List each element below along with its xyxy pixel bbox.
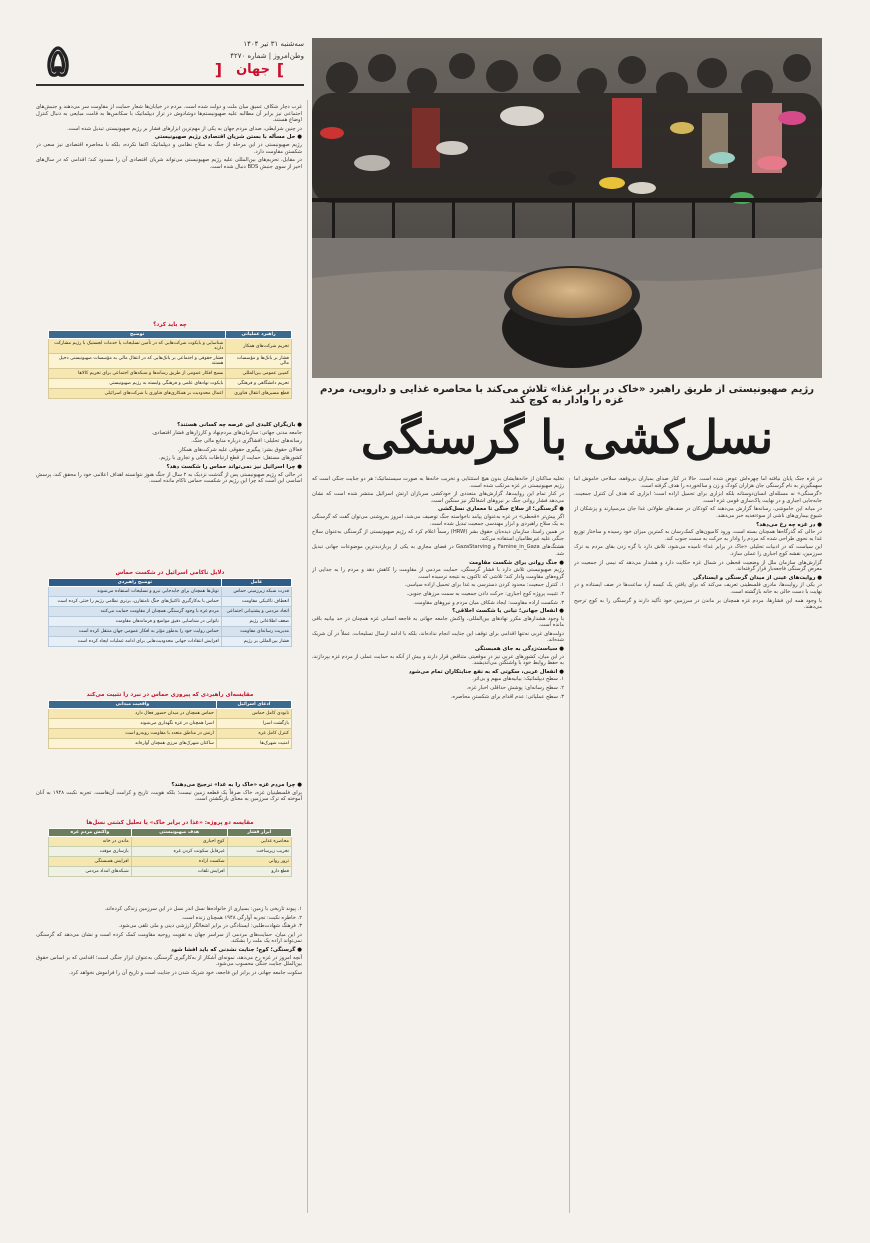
table-header: واکنش مردم غزه: [49, 829, 132, 837]
paragraph: تخلیه ساکنان از خانه‌هایشان بدون هیچ استثنایی و تخریب خانه‌ها به صورت سیستماتیک؛ هر دو جنایت جنگی است که رژیم صهیونیستی در غزه مرتکب شده است.: [312, 476, 564, 489]
table-cell: بایکوت نهادهای علمی و فرهنگی وابسته به رژیم صهیونیستی: [49, 379, 226, 389]
table-header: واقعیت میدانی: [49, 701, 217, 709]
table-cell: غیرقابل سکونت کردن غزه: [131, 847, 227, 857]
table-cell: فشار بر بانک‌ها و مؤسسات مالی: [226, 354, 292, 369]
table-header: توضیح راهبردی: [49, 579, 222, 587]
subheading: ● حل مسأله با بستن شریان اقتصادی رژیم صهیونیستی: [154, 134, 302, 141]
paragraph: ۲. سطح رسانه‌ای: پوشش حداقلی اخبار غزه.: [466, 685, 564, 692]
table-cell: تحریم شرکت‌های همکار: [226, 339, 292, 354]
paragraph: سکوت جامعه جهانی در برابر این فاجعه، خود شریک شدن در جنایت است و تاریخ آن را فراموش نخواهد کرد.: [68, 969, 302, 976]
table-header: هدف صهیونیستی: [131, 829, 227, 837]
issue-date: سه‌شنبه ۳۱ تیر ۱۴۰۴: [243, 40, 304, 48]
table-cell: مردم غزه با وجود گرسنگی همچنان از مقاومت حمایت می‌کنند: [49, 607, 222, 617]
table-cell: افزایش همبستگی: [49, 857, 132, 867]
table-cell: کنترل کامل غزه: [216, 729, 291, 739]
table-cell: فشار بین‌المللی بر رژیم: [221, 637, 291, 647]
table-row: [49, 607, 292, 617]
table-cell: شناسایی و بایکوت شرکت‌هایی که در تأمین تسلیحات یا خدمات لجستیک با رژیم مشارکت دارند: [49, 339, 226, 354]
table-row: [49, 719, 292, 729]
table-row: [49, 837, 292, 847]
table-cell: کمپین عمومی بین‌المللی: [226, 369, 292, 379]
paragraph: در مقابل، تحریم‌های بین‌المللی علیه رژیم صهیونیستی می‌تواند شریان اقتصادی آن را مسدود کند؛ اقدامی که در سال‌های اخیر از سوی جنبش BDS دنبال شده است.: [36, 157, 302, 170]
issue-number: وطن‌امروز | شماره ۴۲۷۰: [230, 52, 304, 60]
table-cell: محاصره غذایی: [227, 837, 291, 847]
table-cell: افزایش انتقادات جهانی محدودیت‌هایی برای ادامه عملیات ایجاد کرده است: [49, 637, 222, 647]
subheading: ● روایت‌های عینی از میدان گرسنگی و ایستادگی: [692, 574, 822, 581]
paragraph: ۲. خاطره نکبت: تجربه آوارگی ۱۹۴۸ همچنان زنده است.: [181, 914, 302, 921]
paragraph: رژیم صهیونیستی تلاش دارد با فشار گرسنگی، حمایت مردمی از مقاومت را کاهش دهد و مردم را به جدایی از گروه‌های مقاومت وادار کند؛ تلاشی که تاکنون به نتیجه نرسیده است.: [312, 567, 564, 580]
table-cell: بازسازی موقت: [49, 847, 132, 857]
table-row: [49, 587, 292, 597]
table-row: [49, 339, 292, 354]
column-left-mid: [36, 420, 302, 540]
column-right: [574, 476, 822, 1216]
subheading: ● چرا اسرائیل نیز نمی‌تواند حماس را شکست دهد؟: [166, 463, 302, 470]
table-header: ابزار فشار: [227, 829, 291, 837]
table-row: [49, 627, 292, 637]
paragraph: در میانه این خاموشی، رسانه‌ها گزارش می‌دهند که کودکان در صف‌های طولانی غذا جان می‌سپارند و پزشکان از شیوع بیماری‌های ناشی از سوءتغذیه خبر می‌دهند.: [574, 506, 822, 519]
table-row: [49, 354, 292, 369]
table-cell: شکست اراده: [131, 857, 227, 867]
subheading: ● انفعال عربی، سکوتی که به نفع جنایتکاران تمام می‌شود: [408, 668, 564, 675]
paragraph: در حالی که رژیم صهیونیستی پس از گذشت نزدیک به ۲ سال از جنگ هنوز نتوانسته اهداف اعلامی خود را محقق کند، پرسش اساسی این است که چرا این رژیم در شکست حماس ناکام مانده است.: [36, 471, 302, 485]
paragraph: جامعه مدنی جهانی: سازمان‌های مردم‌نهاد و کارزارهای فشار اقتصادی.: [151, 429, 302, 436]
page-number: ۵: [46, 36, 70, 85]
subheading: ● جنگ روانی برای شکست مقاومت: [469, 559, 564, 566]
paragraph: ۳. فرهنگ شهادت‌طلبی: ایستادگی در برابر اشغالگر ارزشی دینی و ملی تلقی می‌شود.: [118, 923, 302, 930]
table-two-projects: [48, 820, 292, 877]
table-cell: انعطاف تاکتیکی مقاومت: [221, 597, 291, 607]
table-row: [49, 847, 292, 857]
table-header: توضیح: [49, 331, 226, 339]
table-cell: ساکنان شهرک‌های مرزی همچنان آواره‌اند: [49, 739, 217, 749]
table-cell: ماندن در خانه: [49, 837, 132, 847]
table-row: [49, 637, 292, 647]
paragraph: در چنین شرایطی، صدای مردم جهان به یکی از مهم‌ترین ابزارهای فشار بر رژیم صهیونیستی تبدیل شده است.: [67, 125, 302, 132]
table-cell: قدرت شبکه زیرزمینی حماس: [221, 587, 291, 597]
table-cell: بازگشت اسرا: [216, 719, 291, 729]
photo-illustration: [312, 38, 822, 378]
table-row: [49, 389, 292, 399]
table-row: [49, 369, 292, 379]
table-header: عامل: [221, 579, 291, 587]
table-cell: ارتش در مناطق متعدد با مقاومت روبه‌رو است: [49, 729, 217, 739]
table-cell: قطع دارو: [227, 867, 291, 877]
subheading: ● گرسنگی؛ کوچ؛ جنایت نشدنی که باید افشا شود: [171, 946, 302, 953]
table-row: [49, 379, 292, 389]
paragraph: غرب دچار شکاف عمیق میان ملت و دولت شده است. مردم در خیابان‌ها شعار حمایت از مقاومت سر می‌دهند و جنبش‌های اجتماعی نیز برابر آن مطالبه علیه صهیونیستم‌ها دوشادوش در تراز دیپلماتیک با سکانس‌ها به قامت مبایعی به دنبال کنترل اوضاع هستند.: [36, 104, 302, 124]
table-cell: حماس همچنان در میدان حضور فعال دارد: [49, 709, 217, 719]
table-row: [49, 857, 292, 867]
paragraph: در همین راستا، سازمان دیده‌بان حقوق بشر (HRW) رسماً اعلام کرد که رژیم صهیونیستی از گرسنگی به‌عنوان سلاح جنگی علیه غیرنظامیان استفاده می‌کند.: [312, 529, 564, 542]
table-cell: تحریم دانشگاهی و فرهنگی: [226, 379, 292, 389]
table-cell: ضعف اطلاعاتی رژیم: [221, 617, 291, 627]
table-title: دلایل ناکامی اسرائیل در شکست حماس: [115, 570, 225, 576]
subheading: ● بازیگران کلیدی این عرصه چه کسانی هستند؟: [177, 422, 302, 428]
paragraph: گزارش‌های سازمان ملل از وضعیت قحطی در شمال غزه حکایت دارد و هشدار می‌دهد که نیمی از جمعیت در معرض گرسنگی فاجعه‌بار قرار گرفته‌اند.: [574, 559, 822, 573]
table-row: [49, 729, 292, 739]
table-cell: اسرا همچنان در غزه نگهداری می‌شوند: [49, 719, 217, 729]
paragraph: دولت‌های غربی نه‌تنها اقدامی برای توقف این جنایت انجام نداده‌اند، بلکه با ادامه ارسال تسلیحات، عملاً در آن شریک شده‌اند.: [312, 630, 564, 644]
paragraph: هشتگ‌های Famine_in_Gaza و GazaStarving در فضای مجازی به یکی از پربازدیدترین موضوعات جهانی تبدیل شد.: [312, 544, 564, 557]
paragraph: رسانه‌های تحلیلی: افشاگری درباره منابع مالی جنگ.: [191, 438, 302, 445]
table-cell: اعمال محدودیت بر همکاری‌های فناوری با شرکت‌های اسرائیلی: [49, 389, 226, 399]
table-row: [49, 709, 292, 719]
paragraph: اگر پیش‌تر «قحطی» در غزه به‌عنوان پیامد ناخواسته جنگ توصیف می‌شد، امروز به‌روشنی می‌توان گفت که گرسنگی به یک سلاح راهبردی و ابزار مهندسی جمعیت تبدیل شده است.: [312, 513, 564, 527]
column-middle: [312, 476, 564, 1216]
paragraph: ۳. شکست اراده مقاومت: ایجاد شکاف میان مردم و نیروهای مقاومت.: [413, 599, 564, 606]
subheading: ● انفعال جهانی؛ تبانی یا شکست اخلاقی؟: [452, 608, 564, 615]
table-header: راهبرد عملیاتی: [226, 331, 292, 339]
paragraph: در کنار تمام این روایت‌ها، گزارش‌های متعددی از خودکشی سربازان ارتش اسرائیل منتشر شده است که نشان می‌دهد فشار روانی جنگ بر نیروهای اشغالگر نیز سنگین است.: [312, 491, 564, 504]
table-cell: تخریب زیرساخت: [227, 847, 291, 857]
table-title: مقایسه دو پروژه: «غذا در برابر خاک» یا تحلیل کشتی نسل‌ها: [86, 820, 254, 826]
paragraph: ۱. سطح دیپلماتیک: بیانیه‌های مبهم و بی‌اثر.: [472, 676, 564, 683]
page-header: [36, 38, 304, 86]
paragraph: ۱. پیوند تاریخی با زمین: بسیاری از خانواده‌ها نسل اندر نسل در این سرزمین زندگی کرده‌اند.: [104, 906, 302, 912]
paragraph: در غزه جنگ پایان نیافته اما چهره‌اش عوض شده است. حالا در کنار صدای بمباران بی‌وقفه، سلاحی خاموش اما سهمگین‌تر به نام گرسنگی جان هزاران کودک و زن و سالخورده را هدف گرفته است.: [574, 476, 822, 489]
paragraph: فعالان حقوق بشر: پیگیری حقوقی علیه شرکت‌های همکار.: [177, 446, 302, 453]
paragraph: کشورهای مستقل: حمایت از قطع ارتباطات بانکی و تجاری با رژیم.: [159, 455, 302, 462]
paragraph: با وجود همه این فشارها، مردم غزه همچنان بر ماندن در سرزمین خود تأکید دارند و گرسنگی را به کوچ ترجیح می‌دهند.: [574, 597, 822, 611]
table-cell: تونل‌ها همچنان برای جابه‌جایی نیرو و تسلیحات استفاده می‌شوند: [49, 587, 222, 597]
paragraph: «گرسنگی» نه مسئله‌ای انسان‌دوستانه بلکه ابزاری برای تحمیل اراده است؛ ابزاری که هدف آن کنترل جمعیت، جابه‌جایی اجباری و در نهایت پاک‌سازی قومی غزه است.: [574, 491, 822, 504]
paragraph: در یکی از روایت‌ها، مادری فلسطینی تعریف می‌کند که برای یافتن یک کیسه آرد ساعت‌ها در صف ایستاده و در نهایت با دست خالی به خانه بازگشته است.: [574, 582, 822, 595]
article-kicker: رژیم صهیونیستی از طریق راهبرد «خاک در برابر غذا» تلاش می‌کند با محاصره غذایی و دارویی، مردم غزه را وادار به کوچ کند: [320, 384, 814, 406]
article-headline: نسل‌کشی با گرسنگی: [360, 410, 774, 464]
table-cell: حماس روایت خود را به‌طور مؤثر به افکار عمومی جهان منتقل کرده است: [49, 627, 222, 637]
table-row: [49, 617, 292, 627]
table-cell: اتحاد مردمی و پشتیبانی اجتماعی: [221, 607, 291, 617]
table-cell: امنیت شهرک‌ها: [216, 739, 291, 749]
table-cell: بسیج افکار عمومی از طریق رسانه‌ها و شبکه‌های اجتماعی برای تحریم کالاها: [49, 369, 226, 379]
bracket-right: ]: [276, 60, 284, 79]
table-title: چه باید کرد؟: [153, 322, 187, 328]
table-title: مقایسه‌ای راهبردی که پیروزی حماس در نبرد را تثبیت می‌کند: [86, 692, 254, 698]
table-cell: فشار حقوقی و اجتماعی بر بانک‌هایی که در انتقال مالی به مؤسسات صهیونیستی دخیل هستند: [49, 354, 226, 369]
table-claims-vs-reality: [48, 692, 292, 749]
paragraph: در این میان، حمایت‌های مردمی از سراسر جهان به تقویت روحیه مقاومت کمک کرده است و نشان می‌دهد که گرسنگی نمی‌تواند اراده یک ملت را بشکند.: [36, 931, 302, 945]
bracket-left: [: [214, 60, 222, 79]
table-cell: ناتوانی در شناسایی دقیق مواضع و فرماندهان مقاومت: [49, 617, 222, 627]
subheading: ● چرا مردم غزه «خاک را به غذا» ترجیح می‌دهند؟: [171, 782, 302, 788]
table-cell: کوچ اجباری: [131, 837, 227, 847]
table-cell: حماس با به‌کارگیری تاکتیک‌های جنگ نامتقارن، برتری نظامی رژیم را خنثی کرده است: [49, 597, 222, 607]
table-hamas-failure: [48, 570, 292, 647]
section-title: جهان: [236, 62, 270, 77]
column-divider: [307, 100, 308, 1213]
column-left-top: [36, 104, 302, 324]
column-left-mid2: [36, 780, 302, 820]
table-row: [49, 867, 292, 877]
table-header: ادعای اسرائیل: [216, 701, 291, 709]
column-left-bottom: [36, 906, 302, 1214]
table-cell: نابودی کامل حماس: [216, 709, 291, 719]
paragraph: در حالی که گذرگاه‌ها همچنان بسته است، ورود کامیون‌های کمک‌رسان به کمترین میزان خود رسیده و ساختار توزیع غذا به نحوی طراحی شده که مردم را وادار به حرکت به سمت جنوب کند.: [574, 529, 822, 542]
table-cell: ترور روانی: [227, 857, 291, 867]
lead-photo: [312, 38, 822, 378]
table-row: [49, 597, 292, 607]
subheading: ● سیاست‌زدگی به جای همبستگی: [474, 646, 564, 653]
table-row: [49, 739, 292, 749]
table-cell: مدیریت رسانه‌ای مقاومت: [221, 627, 291, 637]
paragraph: ۲. تثبیت پروژه کوچ اجباری: حرکت دادن جمعیت به سمت مرزهای جنوبی.: [406, 590, 564, 597]
subheading: ● در غزه چه رخ می‌دهد؟: [756, 521, 822, 528]
paragraph: در این میان، کشورهای عربی نیز در موقعیتی متناقض قرار دارند و بیش از آنکه به حمایت عملی از مردم غزه بپردازند، به حفظ روابط خود با واشنگتن می‌اندیشند.: [312, 653, 564, 667]
paragraph: رژیم صهیونیستی در این مرحله از جنگ به سلاح نظامی و دیپلماتیک اکتفا نکرده، بلکه با محاصره اقتصادی نیز سعی در شکستن مقاومت دارد.: [36, 141, 302, 155]
paragraph: ۱. کنترل جمعیت: محدود کردن دسترسی به غذا برای تحمیل اراده سیاسی.: [404, 582, 564, 589]
column-divider: [569, 478, 570, 1213]
table-cell: افزایش تلفات: [131, 867, 227, 877]
subheading: ● گرسنگی؛ از سلاح جنگی تا معماری نسل‌کشی: [438, 506, 564, 513]
table-what-to-do: [48, 322, 292, 399]
paragraph: ۳. سطح عملیاتی: عدم اقدام برای شکستن محاصره.: [450, 693, 564, 700]
paragraph: آنچه امروز در غزه رخ می‌دهد، نمونه‌ای آشکار از به‌کارگیری گرسنگی به‌عنوان ابزار جنگی است؛ اقدامی که بر اساس حقوق بین‌الملل جنایت جنگی محسوب می‌شود.: [36, 954, 302, 968]
paragraph: با وجود هشدارهای مکرر نهادهای بین‌المللی، واکنش جامعه جهانی به فاجعه انسانی غزه همچنان در حد بیانیه باقی مانده است.: [312, 615, 564, 629]
paragraph: برای فلسطینیان غزه، خاک صرفاً یک قطعه زمین نیست؛ بلکه هویت، تاریخ و کرامت آن‌هاست. تجربه نکبت ۱۹۴۸ به آنان آموخته که ترک سرزمین به معنای بازنگشتن است.: [36, 789, 302, 803]
table-cell: شبکه‌های امداد مردمی: [49, 867, 132, 877]
paragraph: این سیاست که در ادبیات تحلیلی «خاک در برابر غذا» نامیده می‌شود، تلاش دارد با گره زدن بقای مردم به ترک سرزمین، نقشه کوچ اجباری را عملی سازد.: [574, 544, 822, 557]
table-cell: قطع مسیرهای انتقال فناوری: [226, 389, 292, 399]
